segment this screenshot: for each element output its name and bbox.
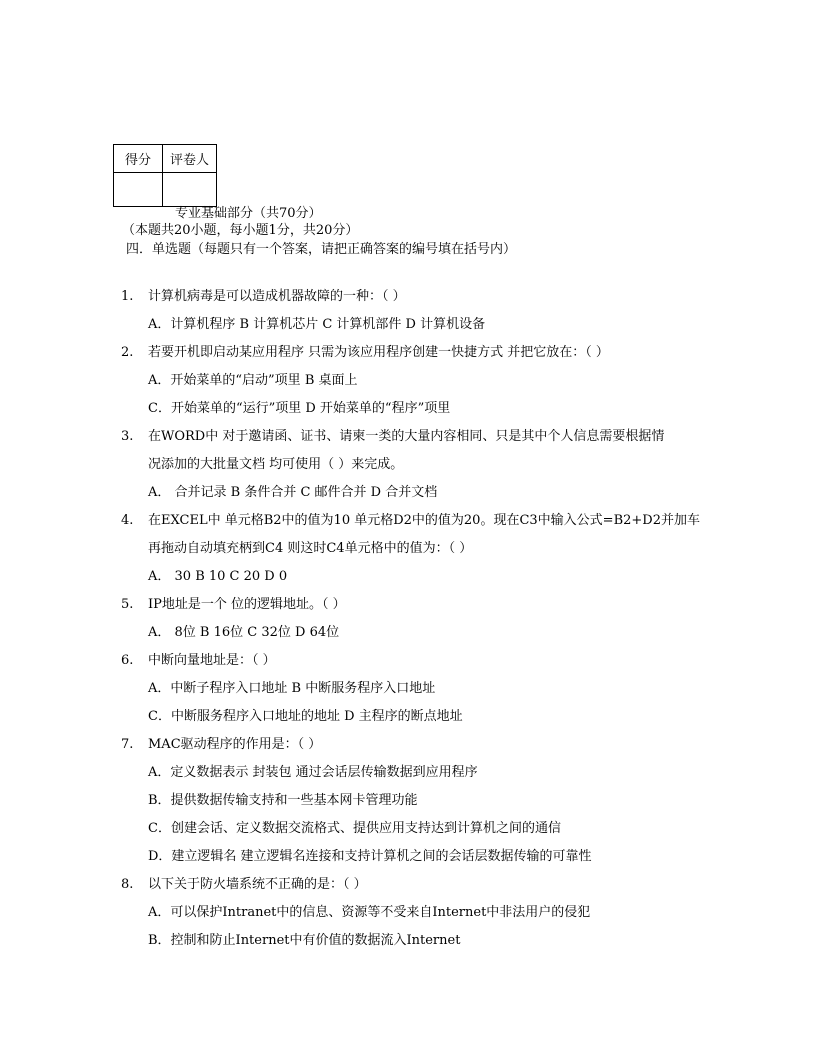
question-text: 计算机病毒是可以造成机器故障的一种：（ ） — [148, 289, 406, 304]
question-options: A． 8位 B 16位 C 32位 D 64位 — [148, 625, 340, 640]
question-number: 4. — [121, 513, 134, 528]
question-number: 1. — [121, 289, 134, 304]
question-text: 中断向量地址是：（ ） — [148, 653, 276, 668]
grader-cell — [163, 173, 217, 207]
question-options: A． 合并记录 B 条件合并 C 邮件合并 D 合并文档 — [148, 485, 438, 500]
question-text: MAC驱动程序的作用是：（ ） — [148, 737, 322, 752]
score-table — [113, 144, 217, 207]
question-text: 在EXCEL中 单元格B2中的值为10 单元格D2中的值为20。现在C3中输入公式=B2+D2并加车 — [148, 513, 700, 528]
question-options: A．开始菜单的“启动”项里 B 桌面上 — [148, 373, 358, 388]
question-number: 5. — [121, 597, 134, 612]
question-options: C．开始菜单的“运行”项里 D 开始菜单的“程序”项里 — [148, 401, 451, 416]
question-text: 若要开机即启动某应用程序 只需为该应用程序创建一快捷方式 并把它放在：（ ） — [148, 345, 609, 360]
question-options: C．创建会话、定义数据交流格式、提供应用支持达到计算机之间的通信 — [148, 821, 561, 836]
score-header: 得分 — [114, 145, 163, 173]
question-text: 在WORD中 对于邀请函、证书、请柬一类的大量内容相同、只是其中个人信息需要根据情 — [148, 429, 665, 444]
question-number: 7. — [121, 737, 134, 752]
question-options: A．中断子程序入口地址 B 中断服务程序入口地址 — [148, 681, 436, 696]
question-text-continued: 况添加的大批量文档 均可使用（ ）来完成。 — [148, 457, 404, 472]
grader-header: 评卷人 — [163, 145, 217, 173]
question-options: D．建立逻辑名 建立逻辑名连接和支持计算机之间的会话层数据传输的可靠性 — [148, 849, 592, 864]
question-text: IP地址是一个 位的逻辑地址。（ ） — [148, 597, 346, 612]
question-options: B．控制和防止Internet中有价值的数据流入Internet — [148, 933, 461, 948]
question-options: A． 30 B 10 C 20 D 0 — [148, 569, 288, 584]
question-options: A．可以保护Intranet中的信息、资源等不受来自Internet中非法用户的侵犯 — [148, 905, 591, 920]
score-cell — [114, 173, 163, 207]
question-options: B．提供数据传输支持和一些基本网卡管理功能 — [148, 793, 418, 808]
section-title: 专业基础部分（共70分） — [175, 206, 322, 221]
question-number: 8. — [121, 877, 134, 892]
question-options: C．中断服务程序入口地址的地址 D 主程序的断点地址 — [148, 709, 463, 724]
question-number: 6. — [121, 653, 134, 668]
question-text-continued: 再拖动自动填充柄到C4 则这时C4单元格中的值为：（ ） — [148, 541, 473, 556]
question-number: 2. — [121, 345, 134, 360]
question-options: A．计算机程序 B 计算机芯片 C 计算机部件 D 计算机设备 — [148, 317, 486, 332]
section-heading: 四．单选题（每题只有一个答案，请把正确答案的编号填在括号内） — [126, 242, 517, 257]
question-options: A．定义数据表示 封装包 通过会话层传输数据到应用程序 — [148, 765, 478, 780]
question-text: 以下关于防火墙系统不正确的是：（ ） — [148, 877, 367, 892]
section-note: （本题共20小题，每小题1分，共20分） — [122, 223, 359, 238]
question-number: 3. — [121, 429, 134, 444]
